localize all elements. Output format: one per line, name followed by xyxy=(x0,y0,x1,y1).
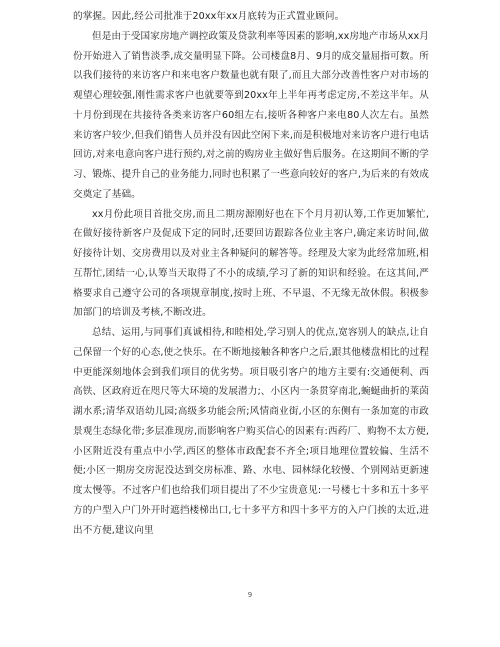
document-body xyxy=(73,7,429,540)
paragraph: 的掌握。因此,经公司批准于20xx年xx月底转为正式置业顾问。 xyxy=(73,11,345,22)
paragraph: 但是由于受国家房地产调控政策及贷款利率等因素的影响,xx房地产市场从xx月份开始进入了销售淡季,成交量明显下降。公司楼盘8月、9月的成交量屈指可数。所以我们接待的来访客户和来电客户数量也就有限了,而且大部分改善性客户对市场的观望心理较强,刚性需求客户也就要等到20xx年上半年再考虑定房,不差这半年。从十月份到现在共接待各类来访客户60组左右,接听各种客户来电80人次左右。虽然来访客户较少,但我们销售人员并没有因此空闲下来,而是积极地对来访客户进行电话回访,对来电意向客户进行预约,对之前的购房业主做好售后服务。在这期间不断的学习、锻炼、提升自己的业务能力,同时也积累了一些意向较好的客户,为后来的有效成交奠定了基础。 xyxy=(73,30,429,200)
page-number: 9 xyxy=(247,591,253,599)
paragraph: 总结、运用,与同事们真诚相待,和睦相处,学习别人的优点,宽容别人的缺点,让自己保留一个好的心态,使之快乐。在不断地接触各种客户之后,跟其他楼盘相比的过程中更能深刻地体会到我们项目的优劣势。项目吸引客户的地方主要有:交通便利、西高铁、区政府近在咫尺等大环境的发展潜力;、小区内一条贯穿南北,蜿蜒曲折的莱茵湖水系;清华双语幼儿园;高级多功能会所;风情商业街,小区的东侧有一条加宽的市政景观生态绿化带;多层准现房,而影响客户购买信心的因素有:西药厂、购物不太方便,小区附近没有重点中小学,西区的整体市政配套不齐全;项目地理位置较偏、生活不便;小区一期房交房泥没达到交房标准、路、水电、园林绿化较慢、个别网站更新速度太慢等。不过客户们也给我们项目提出了不少宝贵意见:一号楼七十多和五十多平方的户型入户门外开时遮挡楼梯出口,七十多平方和四十多平方的入户门挨的太近,进出不方便,建议向里 xyxy=(73,327,429,536)
paragraph: xx月份此项目首批交房,而且二期房源刚好也在下个月月初认筹,工作更加繁忙,在做好接待新客户及促成下定的同时,还要回访跟踪各位业主客户,确定来访时间,做好接待计划、交房费用以及对业主各种疑问的解答等。经理及大家为此经常加班,相互帮忙,团结一心,认筹当天取得了不小的成绩,学习了新的知识和经验。在这其间,严格要求自己遵守公司的各项规章制度,按时上班、不早退、不无缘无故休假。积极参加部门的培训及考核,不断改进。 xyxy=(73,208,429,319)
